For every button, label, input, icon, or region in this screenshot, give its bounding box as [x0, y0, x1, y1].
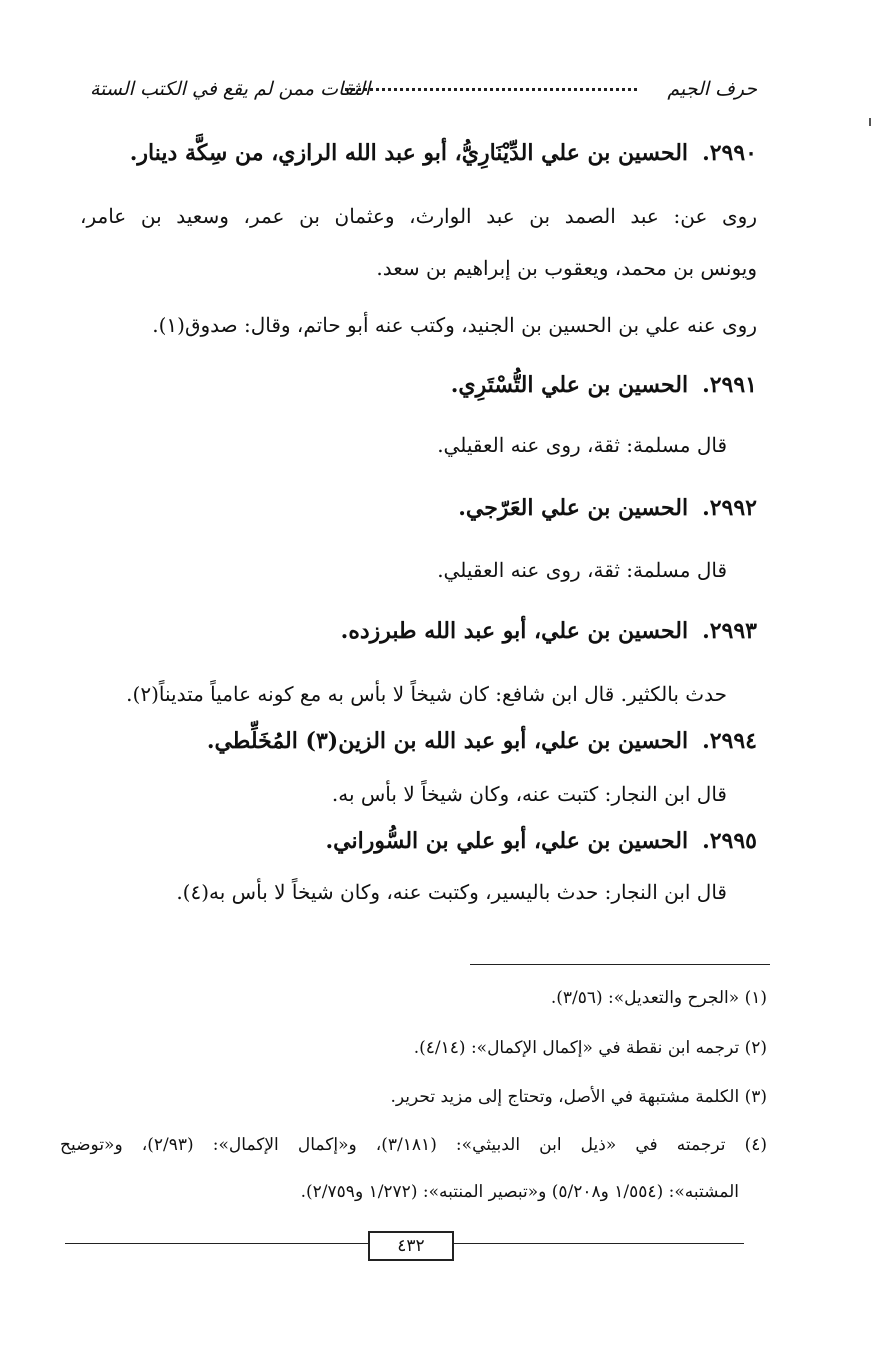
entry-text-line: ويونس بن محمد، ويعقوب بن إبراهيم بن سعد.: [376, 256, 757, 280]
footer-rule-left: [65, 1243, 368, 1244]
entry-heading: [458, 495, 757, 521]
entry-number: ٢٩٩٥.: [702, 828, 757, 854]
entry-name: الحسين بن علي، أبو عبد الله طبرزده.: [340, 618, 689, 644]
entry-text-line: قال مسلمة: ثقة، روى عنه العقيلي.: [437, 558, 727, 582]
entry-heading: [341, 618, 757, 644]
entry-heading: [451, 372, 757, 398]
page-number: ٤٣٢: [368, 1231, 454, 1261]
entry-text-line: روى عن: عبد الصمد بن عبد الوارث، وعثمان بن عمر، وسعيد بن عامر،: [80, 204, 757, 228]
header-dots: [345, 88, 637, 91]
entry-name: الحسين بن علي التُّسْتَرِي.: [450, 372, 689, 398]
entry-number: ٢٩٩٤.: [702, 728, 757, 754]
entry-text-line: قال ابن النجار: كتبت عنه، وكان شيخاً لا بأس به.: [331, 782, 727, 806]
footnote: (١) «الجرح والتعديل»: (٣/٥٦).: [550, 988, 767, 1008]
entry-text-line: قال ابن النجار: حدث باليسير، وكتبت عنه، وكان شيخاً لا بأس به(٤).: [176, 880, 727, 904]
scan-mark: [869, 118, 871, 126]
entry-number: ٢٩٩١.: [702, 372, 757, 398]
entry-name: الحسين بن علي الدِّيْنَارِيُّ، أبو عبد الله الرازي، من سِكَّة دينار.: [129, 140, 689, 166]
entry-name: الحسين بن علي العَرّجي.: [458, 495, 689, 521]
entry-name: الحسين بن علي، أبو علي بن السُّوراني.: [325, 828, 689, 854]
footnote: (٤) ترجمته في «ذيل ابن الدبيثي»: (٣/١٨١)، و«إكمال الإكمال»: (٢/٩٣)، و«توضيح: [60, 1135, 768, 1155]
entry-heading: [207, 728, 757, 754]
entry-text-line: روى عنه علي بن الحسين بن الجنيد، وكتب عنه أبو حاتم، وقال: صدوق(١).: [152, 313, 757, 337]
running-header: [90, 78, 757, 108]
entry-heading: [130, 140, 757, 166]
header-book-title: الثقات ممن لم يقع في الكتب الستة: [90, 78, 371, 100]
entry-number: ٢٩٩٢.: [702, 495, 757, 521]
entry-number: ٢٩٩٣.: [702, 618, 757, 644]
entry-text-line: حدث بالكثير. قال ابن شافع: كان شيخاً لا بأس به مع كونه عامياً متديناً(٢).: [126, 682, 727, 706]
footnote-separator: [470, 964, 770, 965]
footnote-continuation: المشتبه»: (١/٥٥٤ و٥/٢٠٨) و«تبصير المنتبه»: (١/٢٧٢ و٢/٧٥٩).: [300, 1182, 739, 1202]
entry-text-line: قال مسلمة: ثقة، روى عنه العقيلي.: [437, 433, 727, 457]
entry-heading: [325, 828, 757, 854]
header-chapter: حرف الجيم: [667, 78, 757, 100]
entry-number: ٢٩٩٠.: [702, 140, 757, 166]
footer-rule-right: [452, 1243, 744, 1244]
footnote: (٢) ترجمه ابن نقطة في «إكمال الإكمال»: (٤/١٤).: [413, 1038, 767, 1058]
footnote: (٣) الكلمة مشتبهة في الأصل، وتحتاج إلى مزيد تحرير.: [390, 1087, 767, 1107]
entry-name: الحسين بن علي، أبو عبد الله بن الزين(٣) المُخَلِّطي.: [206, 728, 689, 754]
